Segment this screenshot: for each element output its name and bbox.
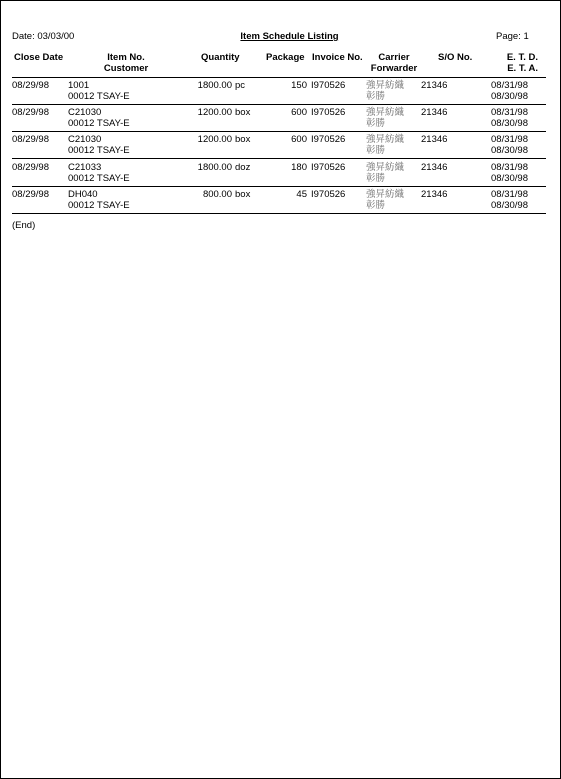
- table-row: [0, 189, 561, 215]
- eta-cell: 08/30/98: [491, 199, 528, 211]
- etd-cell: 08/31/98: [491, 188, 528, 200]
- header-invoice-no: Invoice No.: [312, 52, 363, 63]
- so-no-cell: 21346: [421, 107, 448, 119]
- header-carrier-forwarder: Carrier Forwarder: [370, 52, 418, 74]
- forwarder-cell: 彰勝: [366, 145, 386, 157]
- header-quantity: Quantity: [201, 52, 240, 63]
- table-row: [0, 80, 561, 106]
- eta-cell: 08/30/98: [491, 118, 528, 130]
- carrier-cell: 強昇紡織: [366, 80, 405, 91]
- close-date-cell: 08/29/98: [12, 80, 49, 91]
- close-date-cell: 08/29/98: [12, 134, 49, 146]
- quantity-cell: 800.00: [202, 188, 232, 200]
- customer-cell: 00012 TSAY-E: [68, 91, 130, 102]
- invoice-no-cell: I970526: [311, 80, 346, 91]
- invoice-no-cell: I970526: [311, 161, 346, 173]
- etd-cell: 08/31/98: [491, 134, 528, 146]
- unit-cell: doz: [235, 161, 251, 173]
- item-no-cell: C21030: [68, 107, 102, 119]
- header-so-no: S/O No.: [438, 52, 473, 63]
- customer-cell: 00012 TSAY-E: [68, 145, 130, 157]
- header-etd-eta: E. T. D. E. T. A.: [506, 52, 538, 74]
- item-no-cell: 1001: [68, 80, 90, 91]
- package-cell: 150: [291, 80, 307, 91]
- customer-cell: 00012 TSAY-E: [68, 172, 130, 184]
- etd-cell: 08/31/98: [491, 80, 528, 91]
- eta-cell: 08/30/98: [491, 172, 528, 184]
- package-cell: 600: [291, 134, 307, 146]
- table-row: [0, 162, 561, 188]
- package-cell: 600: [291, 107, 307, 119]
- unit-cell: pc: [235, 80, 246, 91]
- carrier-cell: 強昇紡織: [366, 134, 405, 146]
- row-rule: [12, 104, 546, 105]
- unit-cell: box: [235, 134, 251, 146]
- end-marker: (End): [12, 220, 36, 231]
- quantity-cell: 1800.00: [197, 80, 232, 91]
- etd-cell: 08/31/98: [491, 161, 528, 173]
- unit-cell: box: [235, 107, 251, 119]
- close-date-cell: 08/29/98: [12, 188, 49, 200]
- invoice-no-cell: I970526: [311, 188, 346, 200]
- report-date: Date: 03/03/00: [12, 31, 75, 42]
- eta-cell: 08/30/98: [491, 145, 528, 157]
- table-row: [0, 107, 561, 133]
- invoice-no-cell: I970526: [311, 107, 346, 119]
- invoice-no-cell: I970526: [311, 134, 346, 146]
- quantity-cell: 1200.00: [197, 107, 232, 119]
- forwarder-cell: 彰勝: [366, 199, 386, 211]
- so-no-cell: 21346: [421, 161, 448, 173]
- package-cell: 180: [291, 161, 307, 173]
- forwarder-cell: 彰勝: [366, 91, 386, 102]
- so-no-cell: 21346: [421, 188, 448, 200]
- quantity-cell: 1800.00: [197, 161, 232, 173]
- row-rule: [12, 158, 546, 159]
- forwarder-cell: 彰勝: [366, 172, 386, 184]
- item-no-cell: C21033: [68, 161, 102, 173]
- close-date-cell: 08/29/98: [12, 107, 49, 119]
- row-rule: [12, 186, 546, 187]
- header-rule: [12, 77, 546, 78]
- package-cell: 45: [296, 188, 307, 200]
- carrier-cell: 強昇紡織: [366, 107, 405, 119]
- carrier-cell: 強昇紡織: [366, 161, 405, 173]
- report-title: Item Schedule Listing: [240, 31, 339, 42]
- customer-cell: 00012 TSAY-E: [68, 199, 130, 211]
- customer-cell: 00012 TSAY-E: [68, 118, 130, 130]
- row-rule: [12, 131, 546, 132]
- header-package: Package: [266, 52, 305, 63]
- page-number: Page: 1: [496, 31, 529, 42]
- etd-cell: 08/31/98: [491, 107, 528, 119]
- so-no-cell: 21346: [421, 134, 448, 146]
- header-item-customer: Item No. Customer: [103, 52, 149, 74]
- header-close-date: Close Date: [14, 52, 64, 63]
- eta-cell: 08/30/98: [491, 91, 528, 102]
- unit-cell: box: [235, 188, 251, 200]
- forwarder-cell: 彰勝: [366, 118, 386, 130]
- so-no-cell: 21346: [421, 80, 448, 91]
- close-date-cell: 08/29/98: [12, 161, 49, 173]
- row-rule: [12, 213, 546, 214]
- item-no-cell: DH040: [68, 188, 98, 200]
- carrier-cell: 強昇紡織: [366, 188, 405, 200]
- item-no-cell: C21030: [68, 134, 102, 146]
- table-row: [0, 134, 561, 160]
- quantity-cell: 1200.00: [197, 134, 232, 146]
